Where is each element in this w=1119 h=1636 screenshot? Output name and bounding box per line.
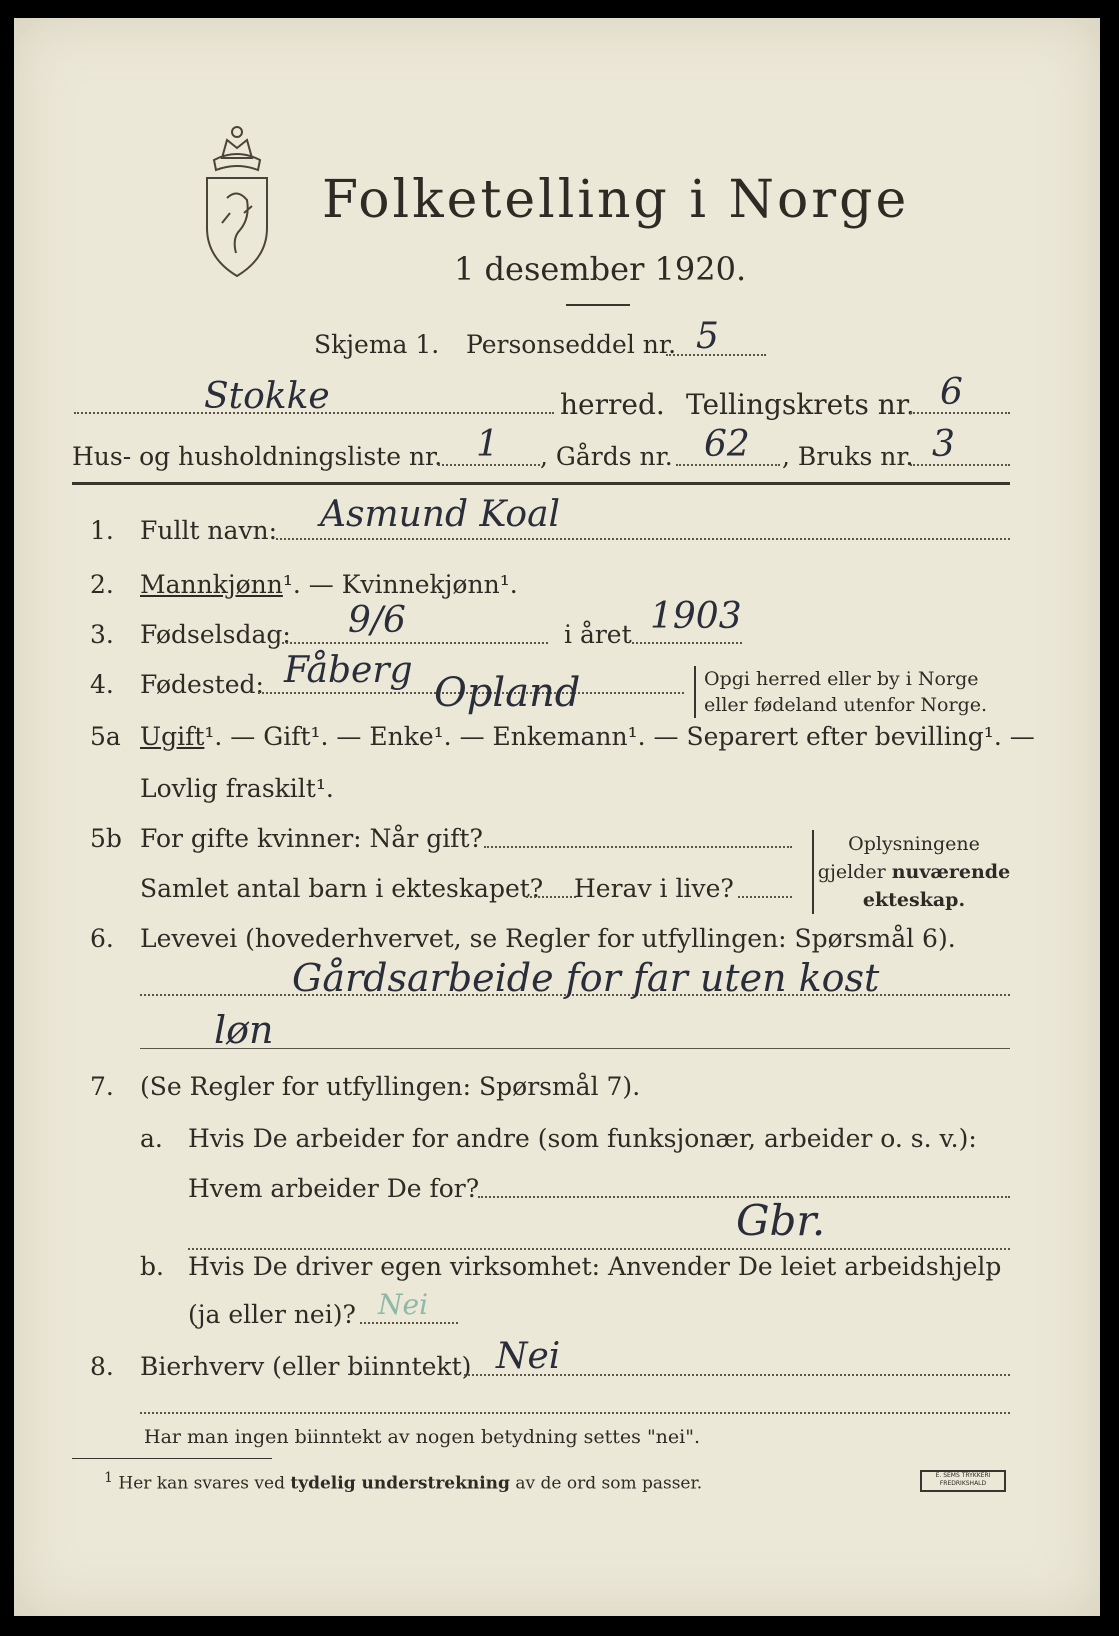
birthplace-value: Fåberg [284,650,413,691]
full-name-value: Asmund Koal [320,494,561,535]
herred-value: Stokke [204,376,330,417]
census-date: 1 desember 1920. [454,250,747,288]
birthday-value: 9/6 [348,600,406,641]
husholdningsliste-value: 1 [476,424,499,465]
q7a-question: Hvem arbeider De for? [188,1174,480,1203]
q6-number: 6. [90,924,114,953]
gards-label: , Gårds nr. [540,442,673,471]
personseddel-value: 5 [696,316,719,357]
employer-value: Gbr. [736,1196,826,1245]
birthplace-note: Opgi herred eller by i Norge eller fødeland utenfor Norge. [694,666,987,718]
q1-label: Fullt navn: [140,516,278,545]
q5b-alive: Herav i live? [574,874,734,903]
q7a-letter: a. [140,1124,163,1153]
husholdningsliste-label: Hus- og husholdningsliste nr. [72,442,443,471]
birth-year-value: 1903 [650,596,742,637]
q1-number: 1. [90,516,114,545]
personseddel-label: Personseddel nr. [466,330,677,359]
q5b-children: Samlet antal barn i ekteskapet? [140,874,544,903]
occupation-value-line2: løn [214,1008,274,1052]
year-label: i året [564,620,632,649]
skjema-label: Skjema 1. [314,330,440,359]
tellingskrets-value: 6 [940,372,963,413]
occupation-value-line1: Gårdsarbeide for far uten kost [292,956,880,1000]
q7a-text: Hvis De arbeider for andre (som funksjonær, arbeider o. s. v.): [188,1124,977,1153]
header-rule [72,482,1010,485]
q7-number: 7. [90,1072,114,1101]
footnote: $^1$ Her kan svares ved tydelig understrekning av de ord som passer. [104,1470,703,1494]
q8-label: Bierhverv (eller biinntekt) [140,1352,472,1381]
kvinnekjonn-option: Kvinnekjønn [341,570,500,599]
q3-label: Fødselsdag: [140,620,291,649]
mannkjonn-option: Mannkjønn [140,570,283,599]
q5b-number: 5b [90,824,122,853]
bruks-label: , Bruks nr. [782,442,914,471]
birthplace-county-value: Opland [434,670,581,716]
q8-number: 8. [90,1352,114,1381]
q5b-note: Oplysningene gjelder nuværende ekteskap. [812,830,1014,914]
q6-label: Levevei (hovederhvervet, se Regler for utfyllingen: Spørsmål 6). [140,924,956,953]
herred-label: herred. [560,388,665,421]
q2-options: Mannkjønn¹. — Kvinnekjønn¹. [140,570,518,599]
q2-number: 2. [90,570,114,599]
q7b-question: (ja eller nei)? [188,1300,356,1329]
census-form-sheet [14,18,1100,1616]
tellingskrets-label: Tellingskrets nr. [686,388,915,421]
gards-value: 62 [704,424,750,465]
q5a-number: 5a [90,722,121,751]
form-title: Folketelling i Norge [322,170,910,230]
hired-help-value: Nei [378,1288,429,1321]
q3-number: 3. [90,620,114,649]
q7-label: (Se Regler for utfyllingen: Spørsmål 7). [140,1072,641,1101]
side-income-value: Nei [496,1336,561,1377]
q4-label: Fødested: [140,670,264,699]
q5a-line2: Lovlig fraskilt¹. [140,774,334,803]
q5a-options: Ugift¹. — Gift¹. — Enke¹. — Enkemann¹. — Separert efter bevilling¹. — [140,722,1035,751]
footer-note: Har man ingen biinntekt av nogen betydning settes "nei". [144,1426,701,1448]
q5b-married-when: For gifte kvinner: Når gift? [140,824,483,853]
title-divider [566,304,630,306]
coat-of-arms-emblem [192,118,282,280]
printer-stamp: E. SEMS TRYKKERI FREDRIKSHALD [920,1470,1006,1492]
q7b-text: Hvis De driver egen virksomhet: Anvender De leiet arbeidshjelp [188,1252,1002,1281]
q4-number: 4. [90,670,114,699]
q7b-letter: b. [140,1252,164,1281]
bruks-value: 3 [932,424,955,465]
ugift-option: Ugift [140,722,205,751]
